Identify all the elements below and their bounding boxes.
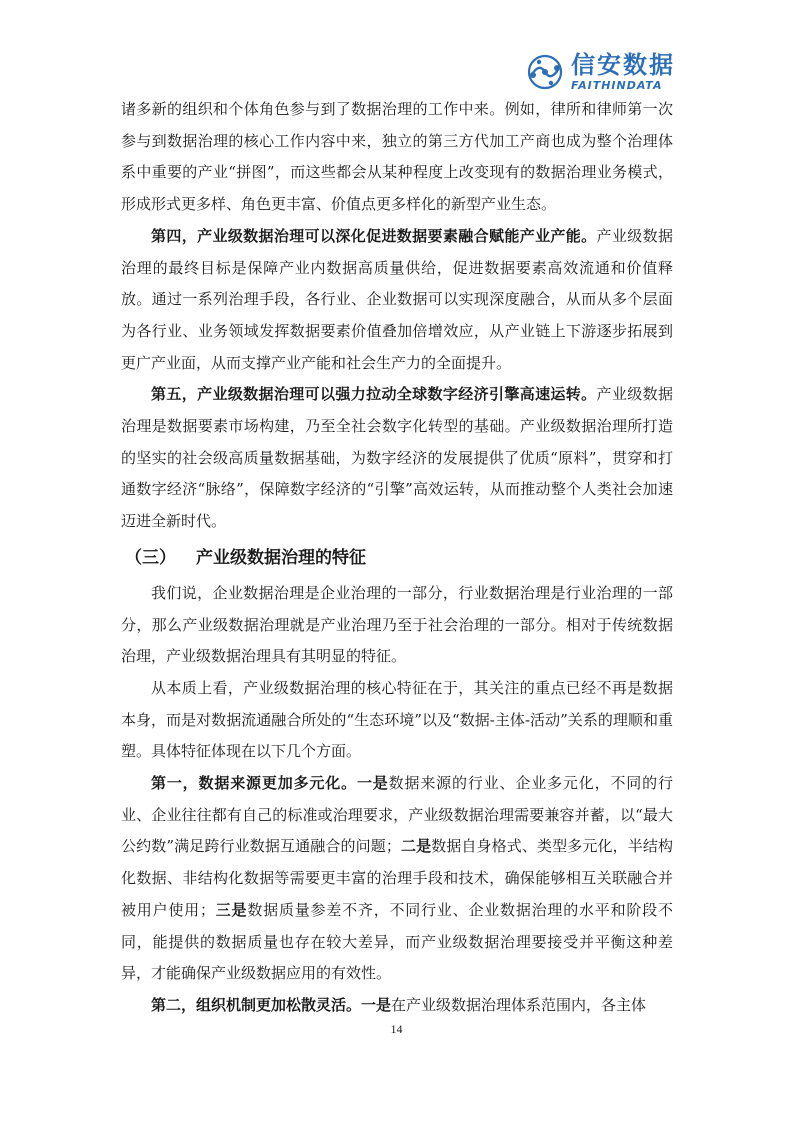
paragraph-first-feature xyxy=(121,768,673,990)
company-logo xyxy=(525,52,675,92)
paragraph-inline-bold: 二是 xyxy=(400,837,432,856)
logo-english-name: FAITHINDATA xyxy=(571,79,663,92)
paragraph-lead-bold: 第五，产业级数据治理可以强力拉动全球数字经济引擎高速运转。 xyxy=(151,385,597,404)
paragraph-essence: 从本质上看，产业级数据治理的核心特征在于，其关注的重点已经不再是数据本身，而是对数据流通融合所处的“生态环境”以及“数据-主体-活动”关系的理顺和重塑。具体特征体现在以下几个方面。 xyxy=(121,678,673,761)
paragraph-intro: 我们说，企业数据治理是企业治理的一部分，行业数据治理是行业治理的一部分，那么产业级数据治理就是产业治理乃至于社会治理的一部分。相对于传统数据治理，产业级数据治理具有其明显的特征。 xyxy=(121,583,673,666)
paragraph-text: 在产业级数据治理体系范围内，各主体 xyxy=(391,995,647,1014)
paragraph-lead-bold: 第一，数据来源更加多元化。一是 xyxy=(151,774,389,793)
paragraph-fifth-point xyxy=(121,379,673,538)
paragraph-text: 数据来源的行业、企业多元化，不同的行业、企业往往都有自己的标准或治理要求，产业级数据治理需要兼容并蓄，以“最大公约数”满足跨行业数据互通融合的问题； xyxy=(121,774,673,856)
paragraph-inline-bold: 三是 xyxy=(214,900,248,919)
document-body xyxy=(121,94,673,1022)
logo-chinese-name: 信安数据 xyxy=(571,51,675,79)
paragraph-continued: 诸多新的组织和个体角色参与到了数据治理的工作中来。例如，律所和律师第一次参与到数据治理的核心工作内容中来，独立的第三方代加工产商也成为整个治理体系中重要的产业“拼图”，而这些都会从某种程度上改变现有的数据治理业务模式，形成形式更多样、角色更丰富、价值点更多样化的新型产业生态。 xyxy=(121,100,673,214)
paragraph-lead-bold: 第四，产业级数据治理可以深化促进数据要素融合赋能产业产能。 xyxy=(151,226,597,245)
paragraph-text: 产业级数据治理的最终目标是保障产业内数据高质量供给，促进数据要素高效流通和价值释放。通过一系列治理手段，各行业、企业数据可以实现深度融合，从而从多个层面为各行业、业务领域发挥数据要素价值叠加倍增效应，从产业链上下游逐步拓展到更广产业面，从而支撑产业产能和社会生产力的全面提升。 xyxy=(121,226,673,372)
paragraph-text: 数据质量参差不齐，不同行业、企业数据治理的水平和阶段不同，能提供的数据质量也存在较大差异，而产业级数据治理要接受并平衡这种差异，才能确保产业级数据应用的有效性。 xyxy=(121,900,673,983)
section-title: 产业级数据治理的特征 xyxy=(196,547,366,568)
logo-network-icon xyxy=(525,52,565,92)
paragraph-text: 数据自身格式、类型多元化，半结构化数据、非结构化数据等需要更丰富的治理手段和技术，确保能够相互关联融合并被用户使用； xyxy=(121,837,673,919)
paragraph-fourth-point xyxy=(121,221,673,380)
section-heading xyxy=(121,540,673,576)
paragraph-second-feature xyxy=(121,990,673,1022)
page-number: 14 xyxy=(390,1022,403,1036)
section-number: （三） xyxy=(125,547,176,568)
paragraph-lead-bold: 第二，组织机制更加松散灵活。一是 xyxy=(151,995,392,1014)
paragraph-text: 产业级数据治理是数据要素市场构建，乃至全社会数字化转型的基础。产业级数据治理所打造的坚实的社会级高质量数据基础，为数字经济的发展提供了优质“原料”，贯穿和打通数字经济“脉络”，保障数字经济的“引擎”高效运转，从而推动整个人类社会加速迈进全新时代。 xyxy=(121,385,673,531)
